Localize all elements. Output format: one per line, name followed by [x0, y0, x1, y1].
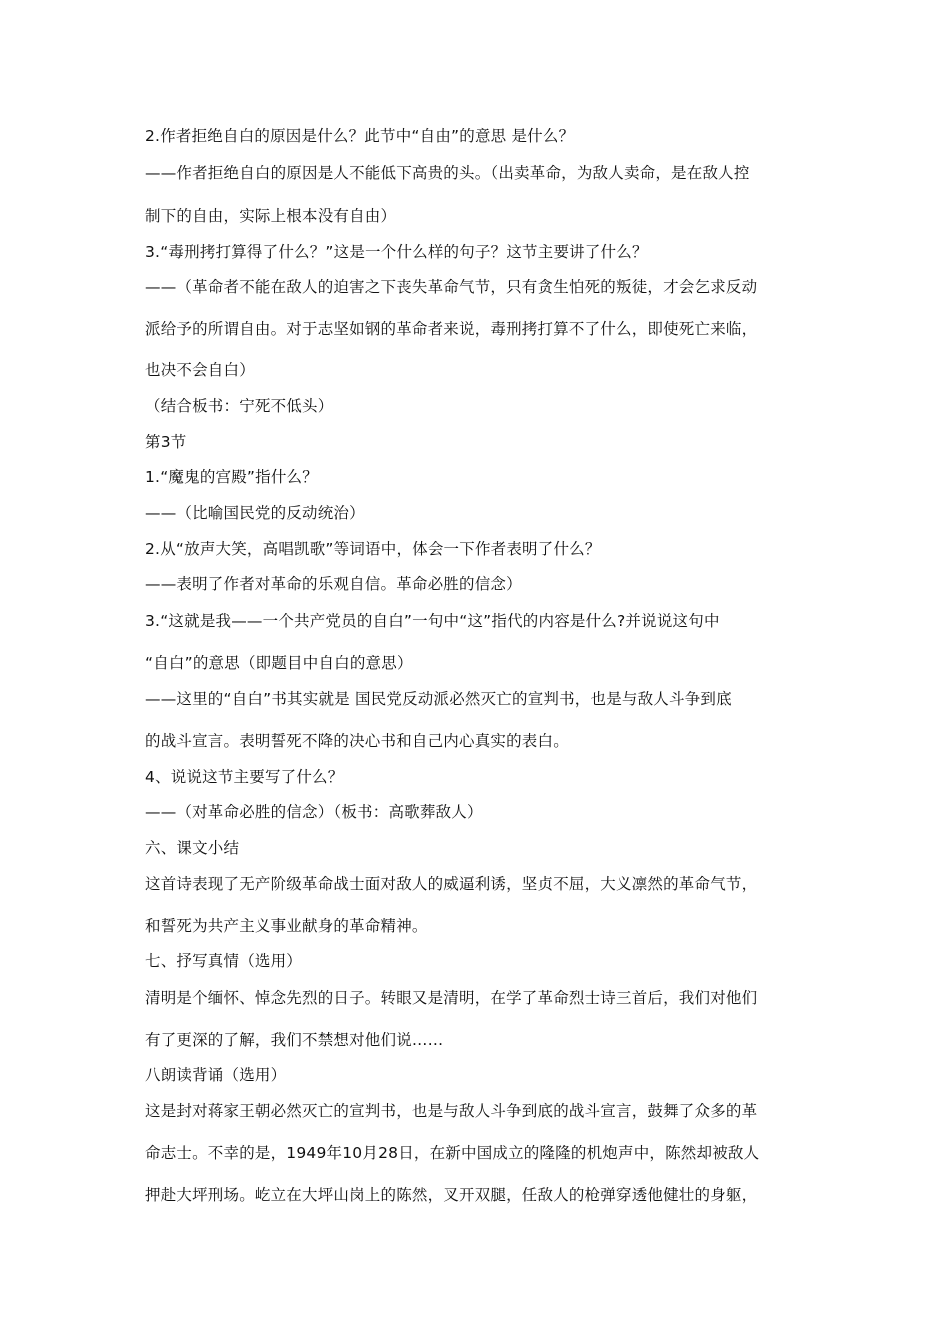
text-line: 3.“毒刑拷打算得了什么？”这是一个什么样的句子？这节主要讲了什么？: [145, 243, 648, 261]
section-heading: 六、课文小结: [145, 839, 240, 857]
text-line: 派给予的所谓自由。对于志坚如钢的革命者来说，毒刑拷打算不了什么，即使死亡来临，: [145, 320, 758, 338]
section-heading: 第3节: [145, 433, 187, 451]
text-line: 清明是个缅怀、悼念先烈的日子。转眼又是清明，在学了革命烈士诗三首后，我们对他们: [145, 989, 758, 1007]
text-line: 这首诗表现了无产阶级革命战士面对敌人的威逼利诱，坚贞不屈，大义凛然的革命气节，: [145, 875, 758, 893]
text-line: ——（革命者不能在敌人的迫害之下丧失革命气节，只有贪生怕死的叛徒，才会乞求反动: [145, 278, 758, 296]
text-line: ——这里的“自白”书其实就是 国民党反动派必然灭亡的宣判书，也是与敌人斗争到底: [145, 690, 732, 708]
section-heading: 七、抒写真情（选用）: [145, 952, 303, 970]
text-line: 4、说说这节主要写了什么？: [145, 768, 344, 786]
text-line: 有了更深的了解，我们不禁想对他们说……: [145, 1031, 444, 1049]
text-line: 押赴大坪刑场。屹立在大坪山岗上的陈然，叉开双腿，任敌人的枪弹穿透他健壮的身躯，: [145, 1186, 758, 1204]
text-line: “自白”的意思（即题目中自白的意思）: [145, 654, 413, 672]
text-line: 2.从“放声大笑，高唱凯歌”等词语中，体会一下作者表明了什么？: [145, 540, 601, 558]
text-line: （结合板书：宁死不低头）: [145, 397, 334, 415]
text-line: ——（比喻国民党的反动统治）: [145, 504, 365, 522]
text-line: 和誓死为共产主义事业献身的革命精神。: [145, 917, 428, 935]
text-line: 3.“这就是我——一个共产党员的自白”一句中“这”指代的内容是什么?并说说这句中: [145, 612, 720, 630]
text-line: ——作者拒绝自白的原因是人不能低下高贵的头。（出卖革命，为敌人卖命，是在敌人控: [145, 164, 750, 182]
section-heading: 八朗读背诵（选用）: [145, 1066, 287, 1084]
text-line: 命志士。不幸的是，1949年10月28日，在新中国成立的隆隆的机炮声中，陈然却被敌人: [145, 1144, 760, 1162]
text-line: 这是封对蒋家王朝必然灭亡的宣判书，也是与敌人斗争到底的战斗宣言，鼓舞了众多的革: [145, 1102, 758, 1120]
text-line: ——（对革命必胜的信念）（板书：高歌葬敌人）: [145, 803, 483, 821]
text-line: 1.“魔鬼的宫殿”指什么？: [145, 468, 318, 486]
text-line: ——表明了作者对革命的乐观自信。革命必胜的信念）: [145, 575, 522, 593]
text-line: 制下的自由，实际上根本没有自由）: [145, 207, 397, 225]
text-line: 2.作者拒绝自白的原因是什么？此节中“自由”的意思 是什么？: [145, 127, 575, 145]
text-line: 也决不会自白）: [145, 361, 255, 379]
text-line: 的战斗宣言。表明誓死不降的决心书和自己内心真实的表白。: [145, 732, 569, 750]
